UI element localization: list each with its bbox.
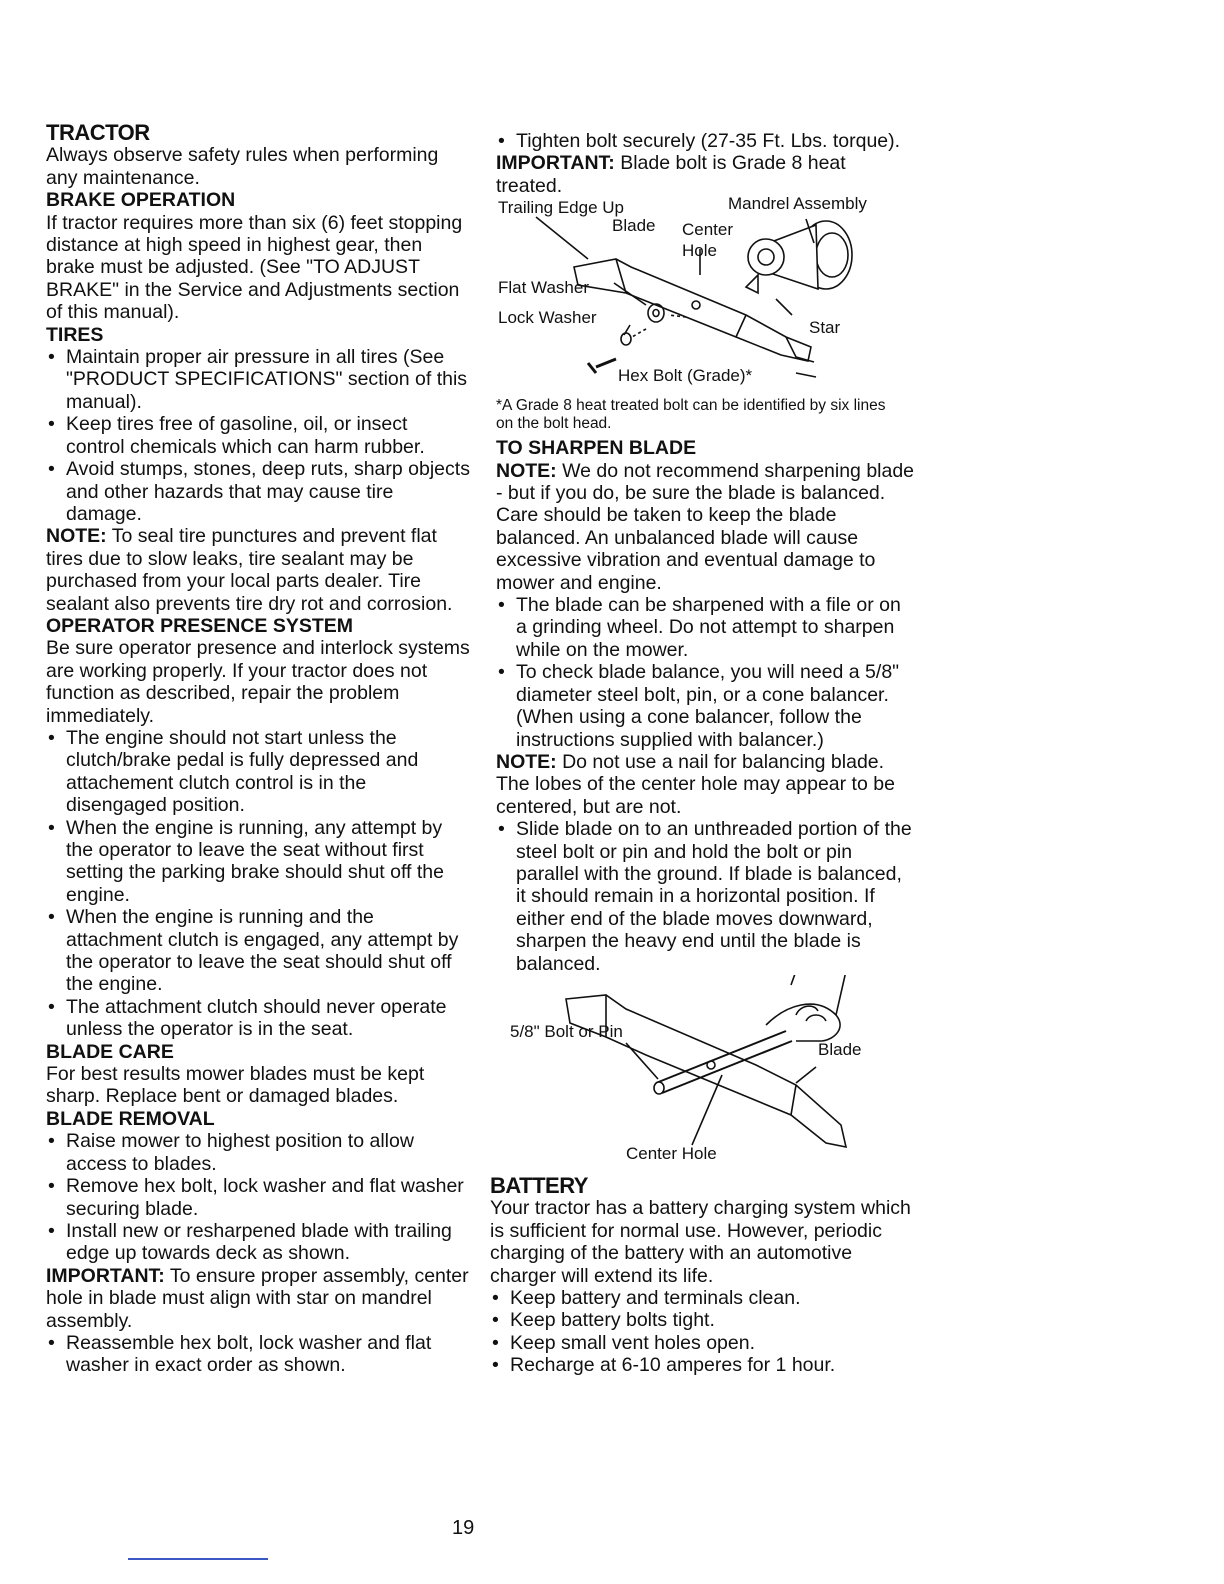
list-item: • When the engine is running, any attempt by the operator to leave the seat without first setting the parking brake should shut off the engine. <box>46 817 471 907</box>
list-item: • The attachment clutch should never operate unless the operator is in the seat. <box>46 996 471 1041</box>
list-item: • Install new or resharpened blade with trailing edge up towards deck as shown. <box>46 1220 471 1265</box>
note-text: We do not recommend sharpening blade - but if you do, be sure the blade is balanced. <box>496 459 915 505</box>
battery-heading: BATTERY <box>490 1172 588 1198</box>
list-item: • Reassemble hex bolt, lock washer and flat washer in exact order as shown. <box>46 1332 471 1377</box>
note-text: To seal tire punctures and prevent flat tires due to slow leaks, tire sealant may be purchased from your local parts dealer. Tire sealant also prevents tire dry rot and corrosion. <box>46 525 453 615</box>
page-number: 19 <box>452 1517 475 1539</box>
blade-care-text: For best results mower blades must be kept sharp. Replace bent or damaged blades. <box>46 1063 425 1108</box>
list-item: • Avoid stumps, stones, deep ruts, sharp objects and other hazards that may cause tire damage. <box>46 458 471 525</box>
grade-footnote: *A Grade 8 heat treated bolt can be identified by six lines on the bolt head. <box>496 397 886 433</box>
sharpen-list <box>496 594 916 751</box>
note-label: NOTE: <box>46 525 107 548</box>
sharpen-text: Care should be taken to keep the blade balanced. An unbalanced blade will cause excessive vibration and eventual damage to mower and engine. <box>496 504 876 594</box>
operator-presence-list <box>46 727 471 1041</box>
list-item: • Raise mower to highest position to allow access to blades. <box>46 1130 471 1175</box>
trailing-edge-label: Trailing Edge Up <box>498 198 624 218</box>
lock-washer-label: Lock Washer <box>498 308 597 328</box>
left-column <box>46 122 471 1377</box>
blade-balance-figure <box>496 975 896 1175</box>
tires-note <box>46 525 471 615</box>
note-label: NOTE: <box>496 750 557 773</box>
tractor-heading: TRACTOR <box>46 120 150 145</box>
operator-presence-text: Be sure operator presence and interlock systems are working properly. If your tractor does not function as described, repair the problem immediately. <box>46 637 470 727</box>
brake-operation-text: If tractor requires more than six (6) feet stopping distance at high speed in highest gear, then brake must be adjusted. (See "TO ADJUST BRAKE" in the Service and Adjustments section of this manual). <box>46 211 463 324</box>
list-item: • Recharge at 6-10 amperes for 1 hour. <box>490 1354 916 1376</box>
blade-assembly-figure <box>496 194 896 397</box>
blade-label: Blade <box>818 1039 862 1059</box>
list-item: • Keep small vent holes open. <box>490 1332 916 1354</box>
tires-heading: TIRES <box>46 323 104 346</box>
bottom-rule <box>128 1558 268 1560</box>
sharpen-note <box>496 460 916 505</box>
nail-note <box>496 751 916 818</box>
important-label: IMPORTANT: <box>496 152 615 175</box>
battery-list <box>490 1287 916 1377</box>
reassemble-list <box>46 1332 471 1377</box>
important-note <box>46 1265 471 1332</box>
right-column <box>490 130 916 1377</box>
brake-operation-heading: BRAKE OPERATION <box>46 189 236 212</box>
list-item: • When the engine is running and the attachment clutch is engaged, any attempt by the operator to leave the seat should shut off the engine. <box>46 906 471 996</box>
important-note <box>496 152 916 197</box>
operator-presence-heading: OPERATOR PRESENCE SYSTEM <box>46 614 354 637</box>
important-label: IMPORTANT: <box>46 1264 165 1287</box>
blade-removal-heading: BLADE REMOVAL <box>46 1107 215 1130</box>
list-item: • Keep battery and terminals clean. <box>490 1287 916 1309</box>
center-hole-label: Center Hole <box>626 1143 717 1163</box>
sharpen-blade-heading: TO SHARPEN BLADE <box>496 437 697 460</box>
tighten-list <box>496 130 916 152</box>
list-item: • The blade can be sharpened with a file or on a grinding wheel. Do not attempt to sharpen while on the mower. <box>496 594 916 661</box>
blade-care-heading: BLADE CARE <box>46 1040 174 1063</box>
balance-list <box>496 818 916 975</box>
tires-list <box>46 346 471 525</box>
flat-washer-label: Flat Washer <box>498 278 590 298</box>
list-item: • Keep tires free of gasoline, oil, or insect control chemicals which can harm rubber. <box>46 413 471 458</box>
battery-text: Your tractor has a battery charging system which is sufficient for normal use. However, periodic charging of the battery with an automotive charger will extend its life. <box>490 1197 911 1287</box>
center-hole-label: Center Hole <box>682 220 734 261</box>
list-item: • Keep battery bolts tight. <box>490 1309 916 1331</box>
list-item: • The engine should not start unless the clutch/brake pedal is fully depressed and attachement clutch control is in the disengaged position. <box>46 727 471 817</box>
bolt-or-pin-label: 5/8" Bolt or Pin <box>510 1021 623 1041</box>
tractor-text: Always observe safety rules when performing any maintenance. <box>46 144 439 189</box>
list-item: • Remove hex bolt, lock washer and flat washer securing blade. <box>46 1175 471 1220</box>
list-item: • To check blade balance, you will need a 5/8" diameter steel bolt, pin, or a cone balancer. (When using a cone balancer, follow the instructions supplied with balancer.) <box>496 661 916 751</box>
important-text: To ensure proper assembly, center hole in blade must align with star on mandrel assembly. <box>46 1264 469 1332</box>
blade-removal-list <box>46 1130 471 1264</box>
blade-label: Blade <box>612 216 656 236</box>
list-item: • Tighten bolt securely (27-35 Ft. Lbs. torque). <box>496 130 916 152</box>
list-item: • Maintain proper air pressure in all tires (See "PRODUCT SPECIFICATIONS" section of this manual). <box>46 346 471 413</box>
hex-bolt-label: Hex Bolt (Grade)* <box>618 366 753 386</box>
important-text: Blade bolt is Grade 8 heat treated. <box>496 152 846 197</box>
note-text: Do not use a nail for balancing blade. The lobes of the center hole may appear to be centered, but are not. <box>496 750 895 818</box>
list-item: • Slide blade on to an unthreaded portion of the steel bolt or pin and hold the bolt or pin parallel with the ground. If blade is balanced, it should remain in a horizontal position. If either end of the blade moves downward, sharpen the heavy end until the blade is balanced. <box>496 818 916 975</box>
mandrel-assembly-label: Mandrel Assembly <box>728 194 867 214</box>
note-label: NOTE: <box>496 459 557 482</box>
star-label: Star <box>809 318 841 338</box>
